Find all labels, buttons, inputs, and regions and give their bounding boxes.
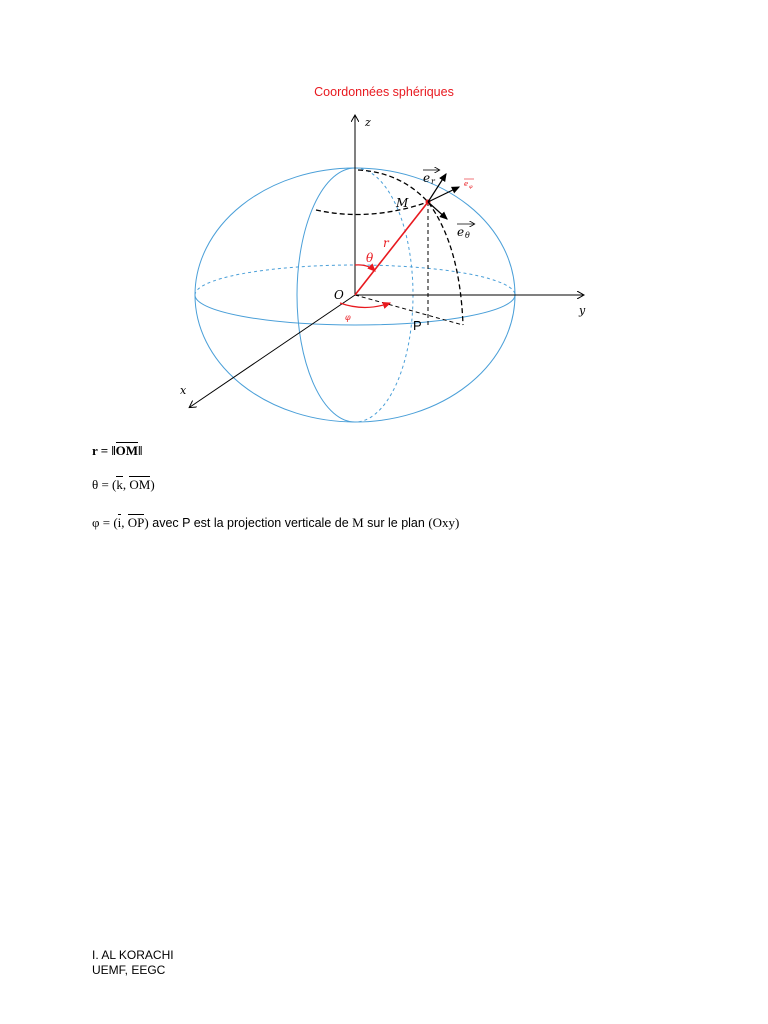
- vector-om: OM: [129, 477, 151, 492]
- svg-text:e: e: [464, 180, 469, 188]
- op-line: [355, 295, 463, 325]
- page-title: Coordonnées sphériques: [314, 85, 454, 99]
- origin-label: O: [334, 288, 344, 302]
- axis-y-label: y: [579, 304, 586, 317]
- vector-etheta-label: [457, 224, 474, 240]
- latitude-arc: [316, 202, 428, 215]
- phi-arc: [340, 303, 390, 308]
- theta-arc: [355, 265, 375, 271]
- spherical-coordinates-diagram: [0, 0, 768, 440]
- svg-text:r: r: [431, 177, 435, 186]
- vector-om: OM: [115, 443, 139, 458]
- vector-op: OP: [127, 515, 145, 530]
- axis-z-label: z: [365, 116, 371, 129]
- point-p-label: P: [413, 318, 422, 333]
- equator-front: [195, 295, 515, 325]
- formula-theta: θ = (k, OM): [92, 477, 155, 492]
- author-affiliation: UEMF, EEGC: [92, 963, 166, 977]
- phi-label: φ: [345, 313, 351, 322]
- footer: [92, 948, 174, 978]
- x-axis: [190, 295, 355, 407]
- vector-i: i: [117, 515, 122, 530]
- point-m-label: M: [396, 196, 409, 210]
- radius-om: [355, 202, 428, 295]
- svg-text:e: e: [457, 225, 465, 239]
- author-name: I. AL KORACHI: [92, 948, 174, 962]
- vector-ephi-label: [464, 179, 474, 190]
- formula-r: r = ‖OM‖: [92, 443, 143, 458]
- theta-label: θ: [366, 251, 374, 265]
- formula-phi: φ = (i, OP) avec P est la projection verticale de M sur le plan (Oxy): [92, 515, 460, 530]
- svg-text:θ: θ: [465, 231, 470, 240]
- axis-x-label: x: [180, 384, 187, 397]
- vector-k: k: [116, 477, 123, 492]
- vector-er-label: [423, 170, 439, 186]
- svg-text:φ: φ: [469, 184, 473, 190]
- svg-text:e: e: [423, 171, 431, 185]
- radius-label: r: [383, 236, 389, 250]
- meridian-front: [297, 168, 355, 422]
